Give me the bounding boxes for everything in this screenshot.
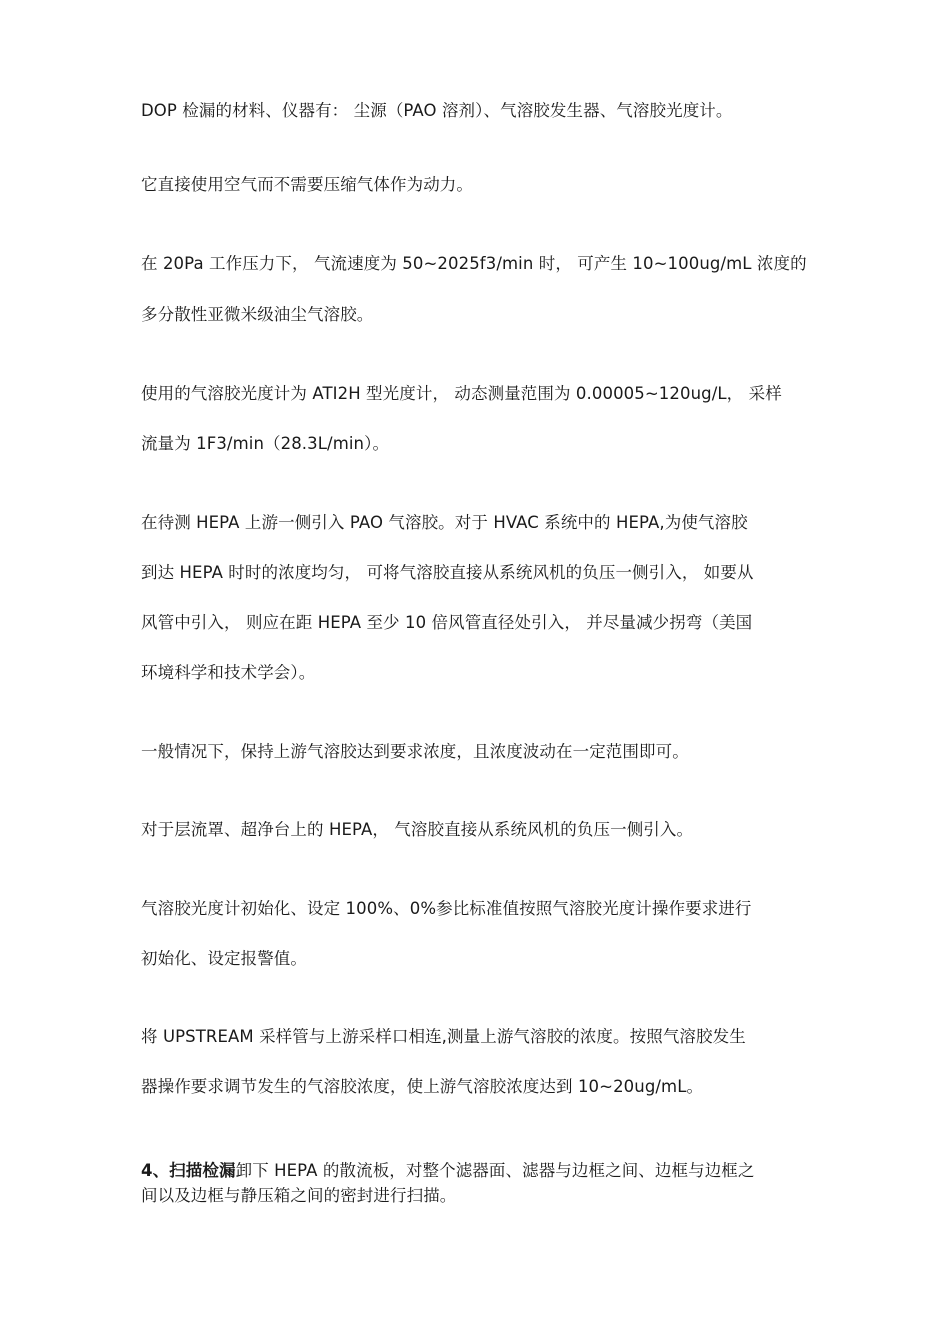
section-4-heading: 4、扫描检漏 [141,1161,236,1180]
text-line: 流量为 1F3/min（28.3L/min）。 [141,434,390,453]
text-line: 环境科学和技术学会）。 [141,663,316,682]
text-line: 初始化、设定报警值。 [141,949,307,968]
text-line: 风管中引入， 则应在距 HEPA 至少 10 倍风管直径处引入， 并尽量减少拐弯（美国 [141,613,753,632]
text-line: 在 20Pa 工作压力下， 气流速度为 50~2025f3/min 时， 可产生 10~100ug/mL 浓度的 [141,254,807,273]
text-line: 在待测 HEPA 上游一侧引入 PAO 气溶胶。对于 HVAC 系统中的 HEPA,为使气溶胶 [141,513,748,532]
text-line: 间以及边框与静压箱之间的密封进行扫描。 [141,1186,457,1205]
text-line: 它直接使用空气而不需要压缩气体作为动力。 [141,175,473,194]
text-line: 到达 HEPA 时时的浓度均匀， 可将气溶胶直接从系统风机的负压一侧引入， 如要从 [141,563,754,582]
text-line: 多分散性亚微米级油尘气溶胶。 [141,305,374,324]
text-line: 一般情况下，保持上游气溶胶达到要求浓度，且浓度波动在一定范围即可。 [141,742,689,761]
text-line: DOP 检漏的材料、仪器有： 尘源（PAO 溶剂）、气溶胶发生器、气溶胶光度计。 [141,101,733,120]
section-4-line-1 [141,1159,821,1183]
text-line: 器操作要求调节发生的气溶胶浓度，使上游气溶胶浓度达到 10~20ug/mL。 [141,1077,704,1096]
text-line: 将 UPSTREAM 采样管与上游采样口相连,测量上游气溶胶的浓度。按照气溶胶发生 [141,1027,746,1046]
text-line: 使用的气溶胶光度计为 ATI2H 型光度计， 动态测量范围为 0.00005~120ug/L， 采样 [141,384,782,403]
text-line: 对于层流罩、超净台上的 HEPA， 气溶胶直接从系统风机的负压一侧引入。 [141,820,694,839]
text-line: 气溶胶光度计初始化、设定 100%、0%参比标准值按照气溶胶光度计操作要求进行 [141,899,752,918]
section-4-text: 卸下 HEPA 的散流板，对整个滤器面、滤器与边框之间、边框与边框之 [235,1161,755,1180]
